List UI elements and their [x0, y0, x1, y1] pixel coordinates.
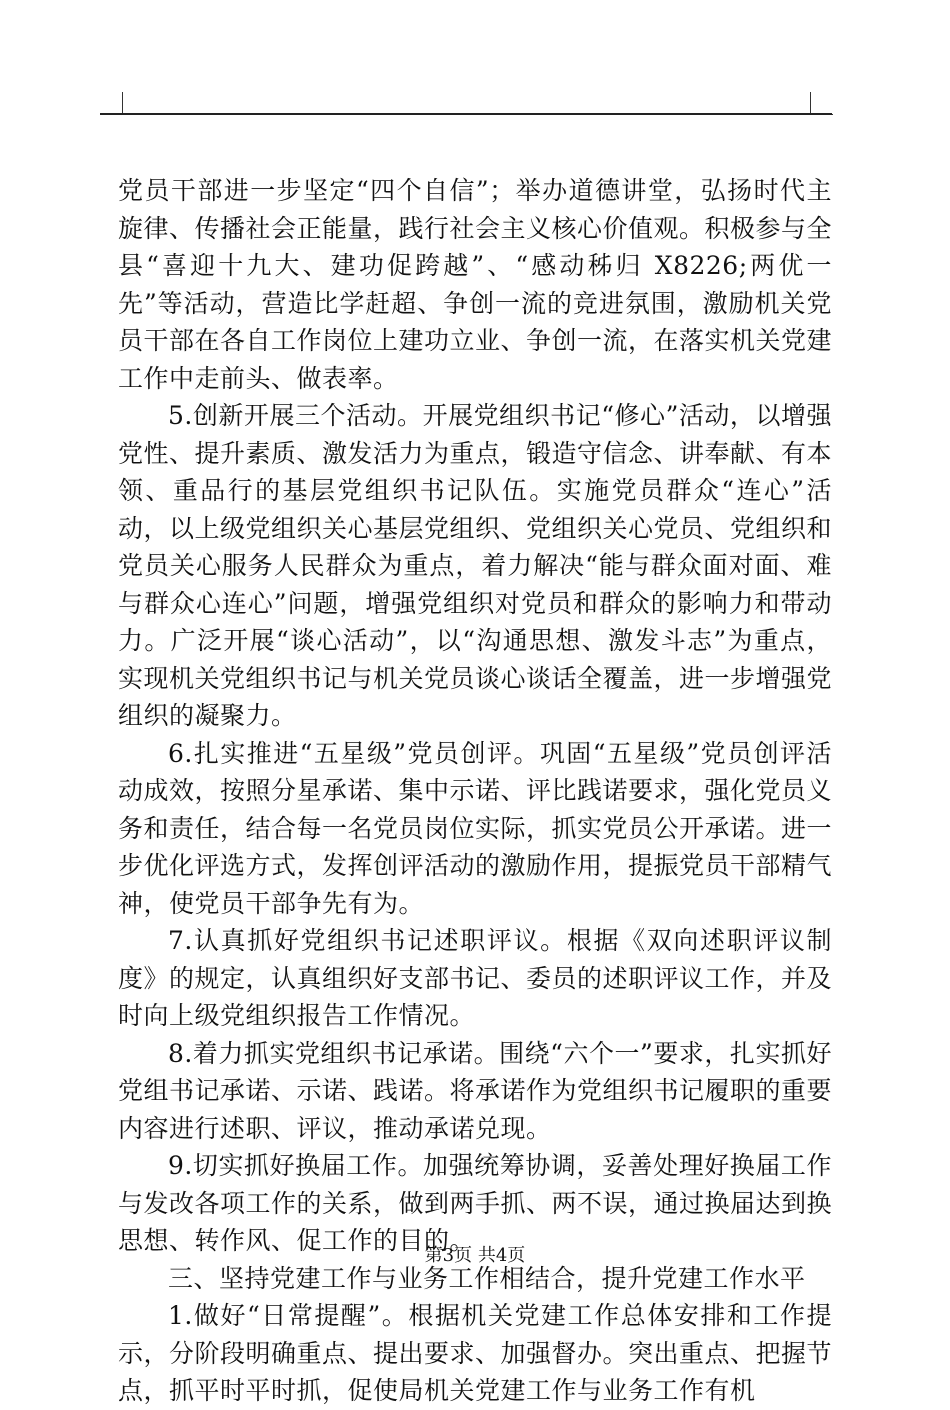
paragraph-item-5: 5.创新开展三个活动。开展党组织书记“修心”活动，以增强党性、提升素质、激发活力为重点，锻造守信念、讲奉献、有本领、重品行的基层党组织书记队伍。实施党员群众“连心”活动，以上级党组织关心基层党组织、党组织关心党员、党组织和党员关心服务人民群众为重点，着力解决“能与群众面对面、难与群众心连心”问题，增强党组织对党员和群众的影响力和带动力。广泛开展“谈心活动”，以“沟通思想、激发斗志”为重点，实现机关党组织书记与机关党员谈心谈话全覆盖，进一步增强党组织的凝聚力。	[118, 401, 833, 730]
paragraph-item-6: 6.扎实推进“五星级”党员创评。巩固“五星级”党员创评活动成效，按照分星承诺、集中示诺、评比践诺要求，强化党员义务和责任，结合每一名党员岗位实际，抓实党员公开承诺。进一步优化评选方式，发挥创评活动的激励作用，提振党员干部精气神，使党员干部争先有为。	[118, 738, 833, 918]
page-number-footer: 第3页 共4页	[424, 1245, 526, 1266]
paragraph-item-9: 9.切实抓好换届工作。加强统筹协调，妥善处理好换届工作与发改各项工作的关系，做到两手抓、两不误，通过换届达到换思想、转作风、促工作的目的。	[118, 1151, 833, 1255]
header-corner-mark-left	[100, 92, 123, 115]
document-body	[118, 172, 832, 1410]
section-heading-3: 三、坚持党建工作与业务工作相结合，提升党建工作水平	[168, 1263, 806, 1293]
header-corner-mark-right	[810, 92, 833, 115]
paragraph-item-7: 7.认真抓好党组织书记述职评议。根据《双向述职评议制度》的规定，认真组织好支部书记、委员的述职评议工作，并及时向上级党组织报告工作情况。	[118, 926, 833, 1030]
header-rule	[100, 113, 832, 115]
paragraph-continued: 党员干部进一步坚定“四个自信”；举办道德讲堂，弘扬时代主旋律、传播社会正能量，践行社会主义核心价值观。积极参与全县“喜迎十九大、建功促跨越”、“感动秭归 X8226;两优一先”等活动，营造比学赶超、争创一流的竞进氛围，激励机关党员干部在各自工作岗位上建功立业、争创一流，在落实机关党建工作中走前头、做表率。	[118, 176, 833, 393]
paragraph-section3-item-1: 1.做好“日常提醒”。根据机关党建工作总体安排和工作提示，分阶段明确重点、提出要求、加强督办。突出重点、把握节点，抓平时平时抓，促使局机关党建工作与业务工作有机	[118, 1301, 833, 1405]
paragraph-item-8: 8.着力抓实党组织书记承诺。围绕“六个一”要求，扎实抓好党组书记承诺、示诺、践诺。将承诺作为党组织书记履职的重要内容进行述职、评议，推动承诺兑现。	[118, 1038, 833, 1143]
